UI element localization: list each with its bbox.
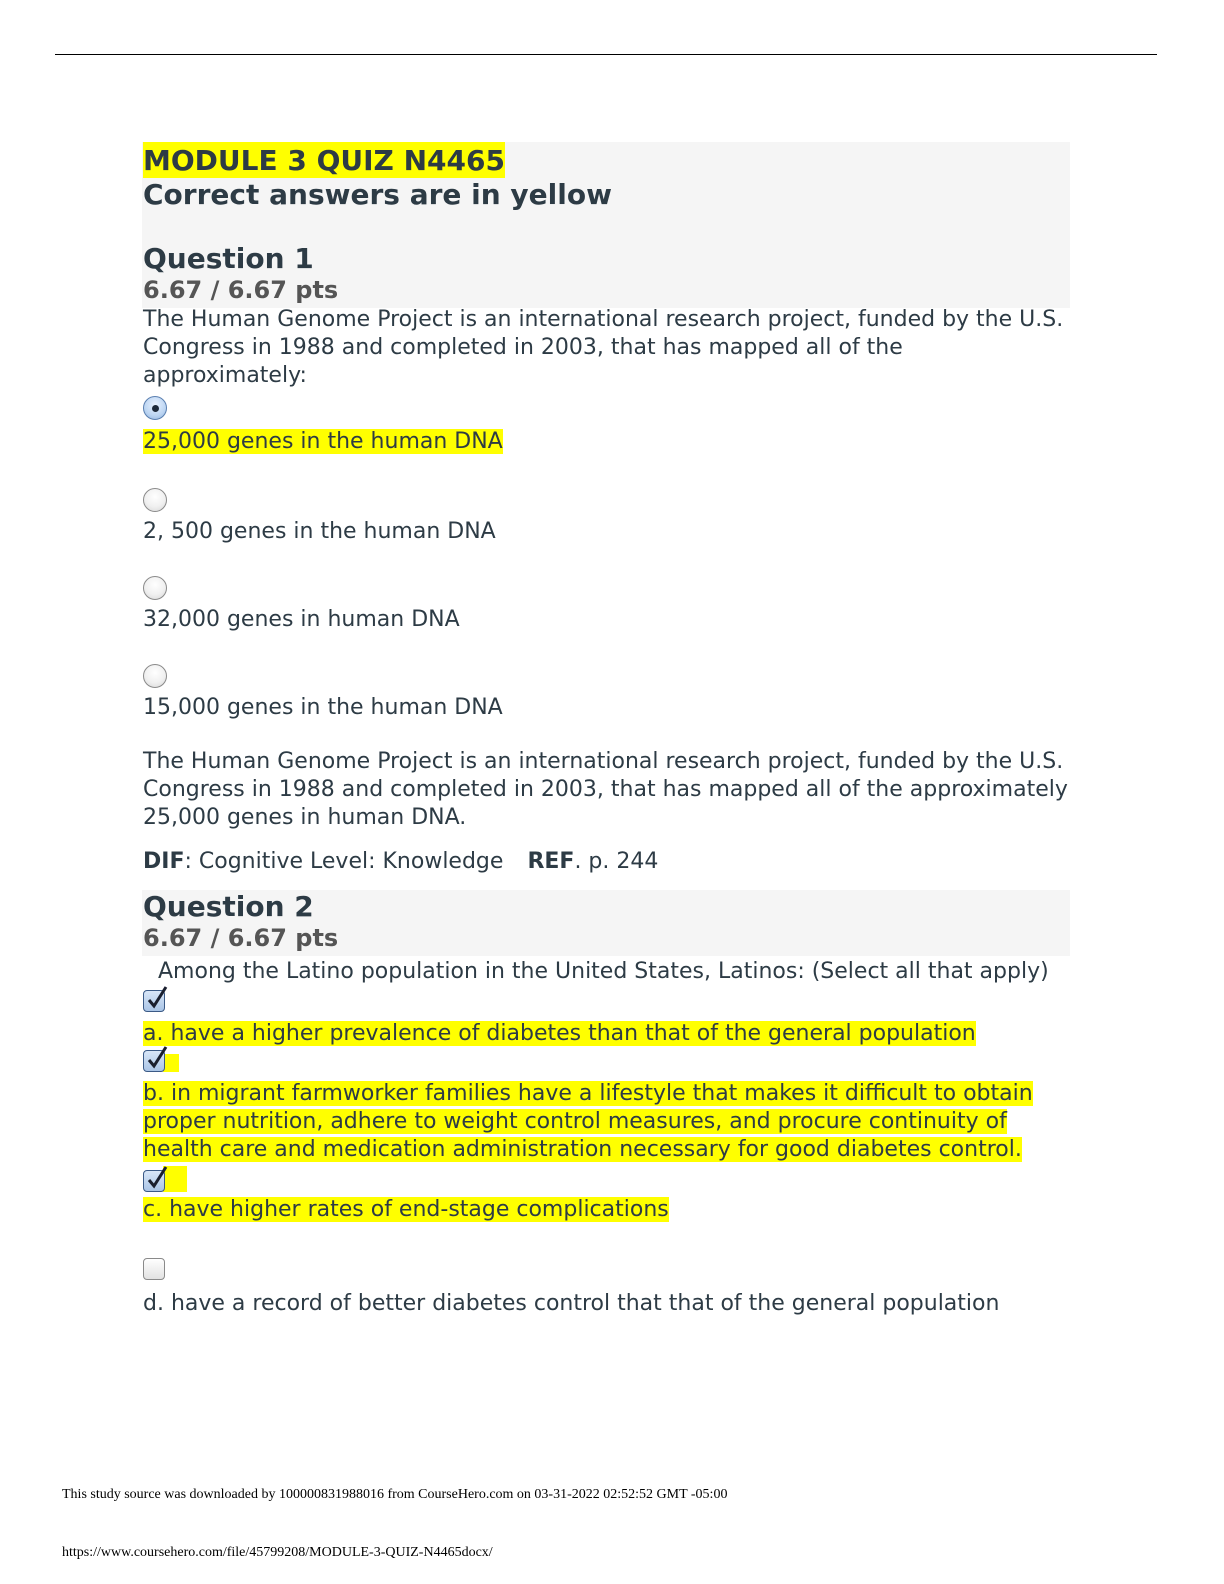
q1-option-2-label: 2, 500 genes in the human DNA [143,519,496,544]
checkmark-icon [146,985,168,1011]
q2-option-a-checkbox[interactable] [143,990,165,1012]
question-2-points: 6.67 / 6.67 pts [143,924,339,952]
q1-option-4-radio[interactable] [143,664,167,688]
question-1-explanation: The Human Genome Project is an international research project, funded by the U.S. Congress in 1988 and completed in 2003, that has mapped all of the approximately 25,000 genes in human DNA. [143,749,1068,830]
q1-option-3-radio[interactable] [143,576,167,600]
q2-option-b-checkbox[interactable] [143,1050,165,1072]
checkmark-icon [146,1045,168,1071]
question-1-text: The Human Genome Project is an international research project, funded by the U.S. Congress in 1988 and completed in 2003, that has mapped all of the approximately: [143,307,1064,388]
q2-option-d-label: d. have a record of better diabetes control that that of the general population [143,1291,1000,1316]
question-1-reference [143,848,1070,876]
q2-option-b-label: b. in migrant farmworker families have a lifestyle that makes it difficult to obtain proper nutrition, adhere to weight control measures, and procure continuity of health care and medication administration necessary for good diabetes control. [143,1081,1033,1162]
q2-option-d-checkbox[interactable] [143,1258,165,1280]
q2-option-c-checkbox[interactable] [143,1170,165,1192]
q2-option-a-label: a. have a higher prevalence of diabetes than that of the general population [143,1021,976,1046]
checkmark-icon [146,1165,168,1191]
top-rule [55,54,1157,55]
q1-option-2-radio[interactable] [143,488,167,512]
question-1-points: 6.67 / 6.67 pts [143,276,339,304]
q1-option-1-radio[interactable] [143,396,167,420]
page-title: MODULE 3 QUIZ N4465 [143,144,505,177]
q2-option-c-label: c. have higher rates of end-stage complications [143,1197,669,1222]
question-2-title: Question 2 [143,890,314,923]
dif-text: : Cognitive Level: Knowledge [184,849,504,874]
download-source-line: This study source was downloaded by 100000831988016 from CourseHero.com on 03-31-2022 02:52:52 GMT -05:00 [62,1487,728,1502]
q1-option-1-label: 25,000 genes in the human DNA [143,429,503,454]
question-1-title: Question 1 [143,242,314,275]
quiz-header [142,142,1070,308]
question-2-header [142,890,1070,956]
ref-text: . p. 244 [574,849,659,874]
q1-option-4-label: 15,000 genes in the human DNA [143,695,503,720]
dif-label: DIF [143,849,185,874]
page-subtitle: Correct answers are in yellow [143,178,612,211]
quiz-content [143,142,1070,1318]
source-url: https://www.coursehero.com/file/45799208/MODULE-3-QUIZ-N4465docx/ [62,1545,493,1560]
question-2-text: Among the Latino population in the United States, Latinos: (Select all that apply) [158,959,1049,984]
q1-option-3-label: 32,000 genes in human DNA [143,607,460,632]
ref-label: REF [527,849,575,874]
